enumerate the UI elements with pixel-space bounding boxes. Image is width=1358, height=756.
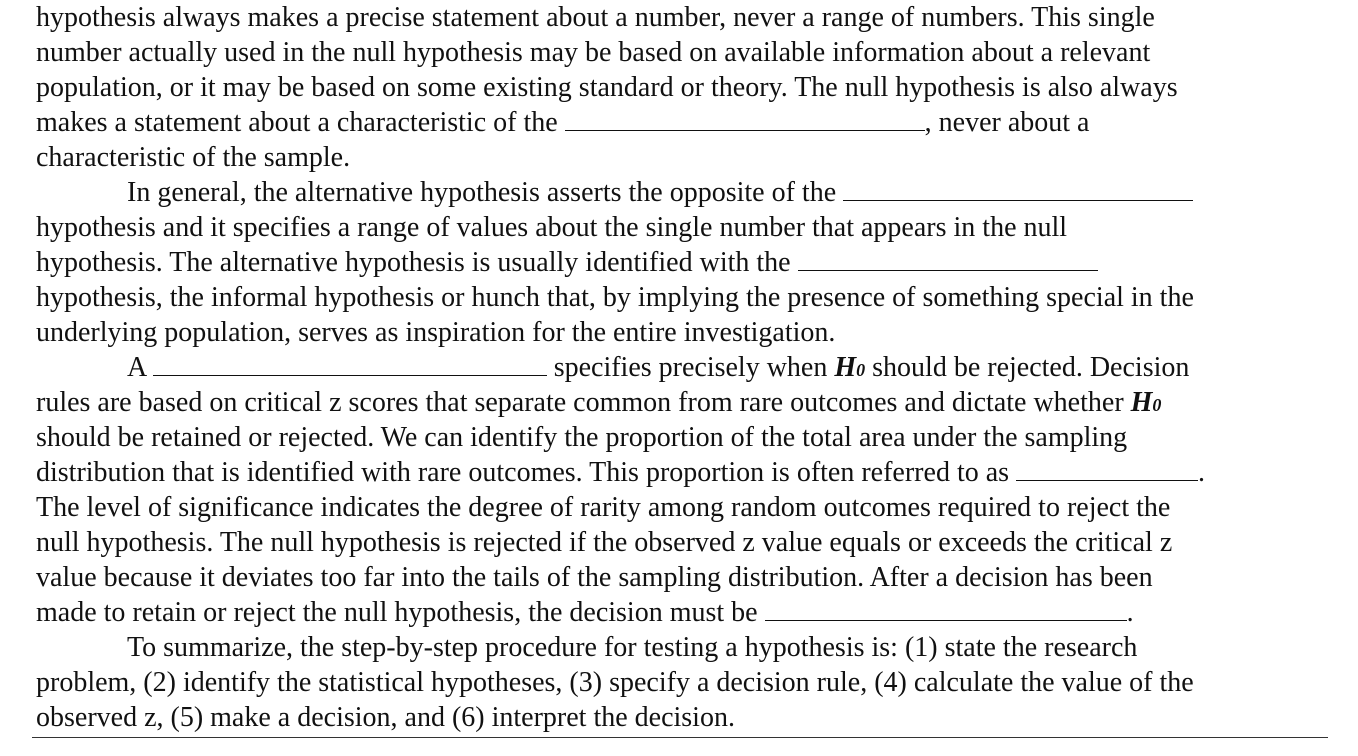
text: makes a statement about a characteristic of the	[36, 107, 565, 138]
text: problem, (2) identify the statistical hypotheses, (3) specify a decision rule, (4) calculate the value of the	[36, 667, 1194, 698]
fill-in-blank-population[interactable]	[565, 106, 925, 131]
text: rules are based on critical z scores that separate common from rare outcomes and dictate whether	[36, 387, 1131, 418]
text-line	[36, 560, 1153, 595]
text-line	[36, 490, 1170, 525]
text: number actually used in the null hypothesis may be based on available information about a relevant	[36, 37, 1151, 68]
text-line	[36, 0, 1155, 35]
text: A	[127, 352, 153, 383]
text-line	[36, 700, 735, 735]
fill-in-blank-decision-rule[interactable]	[153, 351, 547, 376]
paragraph-indent-line	[127, 175, 1193, 210]
text: distribution that is identified with rare outcomes. This proportion is often referred to as	[36, 457, 1017, 488]
h0-symbol: H0	[834, 352, 866, 383]
text: hypothesis always makes a precise statement about a number, never a range of numbers. This single	[36, 2, 1155, 33]
text-line	[36, 420, 1127, 455]
text-line	[36, 210, 1067, 245]
text-line	[36, 595, 1134, 630]
text-line	[36, 35, 1150, 70]
text: characteristic of the sample.	[36, 142, 351, 173]
text: should be rejected. Decision	[865, 352, 1190, 383]
text: hypothesis and it specifies a range of values about the single number that appears in the null	[36, 212, 1068, 243]
text-line	[36, 280, 1194, 315]
text-line	[36, 70, 1178, 105]
text: made to retain or reject the null hypothesis, the decision must be	[36, 597, 765, 628]
text: specifies precisely when	[546, 352, 835, 383]
text-line	[36, 665, 1194, 700]
text-line	[36, 455, 1205, 490]
text: should be retained or rejected. We can identify the proportion of the total area under the sampling	[36, 422, 1128, 453]
text: hypothesis. The alternative hypothesis is usually identified with the	[36, 247, 798, 278]
text: The level of significance indicates the degree of rarity among random outcomes required to reject the	[36, 492, 1171, 523]
text-line	[36, 245, 1098, 280]
text: observed z, (5) make a decision, and (6) interpret the decision.	[36, 702, 735, 733]
paragraph-indent-line	[127, 350, 1189, 385]
text: .	[1126, 597, 1134, 628]
text: hypothesis, the informal hypothesis or hunch that, by implying the presence of something special in the	[36, 282, 1194, 313]
text-line	[36, 315, 835, 350]
fill-in-blank-research[interactable]	[798, 246, 1098, 271]
text-line	[36, 385, 1161, 420]
text: , never about a	[924, 107, 1090, 138]
fill-in-blank-level-of-significance[interactable]	[1016, 456, 1198, 481]
text: .	[1198, 457, 1206, 488]
h0-symbol: H0	[1130, 387, 1162, 418]
bottom-divider	[32, 737, 1328, 738]
text: value because it deviates too far into the tails of the sampling distribution. After a decision has been	[36, 562, 1153, 593]
text: population, or it may be based on some existing standard or theory. The null hypothesis is also always	[36, 72, 1178, 103]
fill-in-blank-interpreted[interactable]	[765, 596, 1127, 621]
fill-in-blank-null[interactable]	[843, 176, 1193, 201]
text: In general, the alternative hypothesis asserts the opposite of the	[127, 177, 844, 208]
paragraph-indent-line	[127, 630, 1137, 665]
text-line	[36, 105, 1089, 140]
text: null hypothesis. The null hypothesis is rejected if the observed z value equals or exceeds the critical z	[36, 527, 1173, 558]
text-line	[36, 525, 1172, 560]
text: underlying population, serves as inspiration for the entire investigation.	[36, 317, 836, 348]
text: To summarize, the step-by-step procedure for testing a hypothesis is: (1) state the research	[127, 632, 1138, 663]
text-line	[36, 140, 350, 175]
